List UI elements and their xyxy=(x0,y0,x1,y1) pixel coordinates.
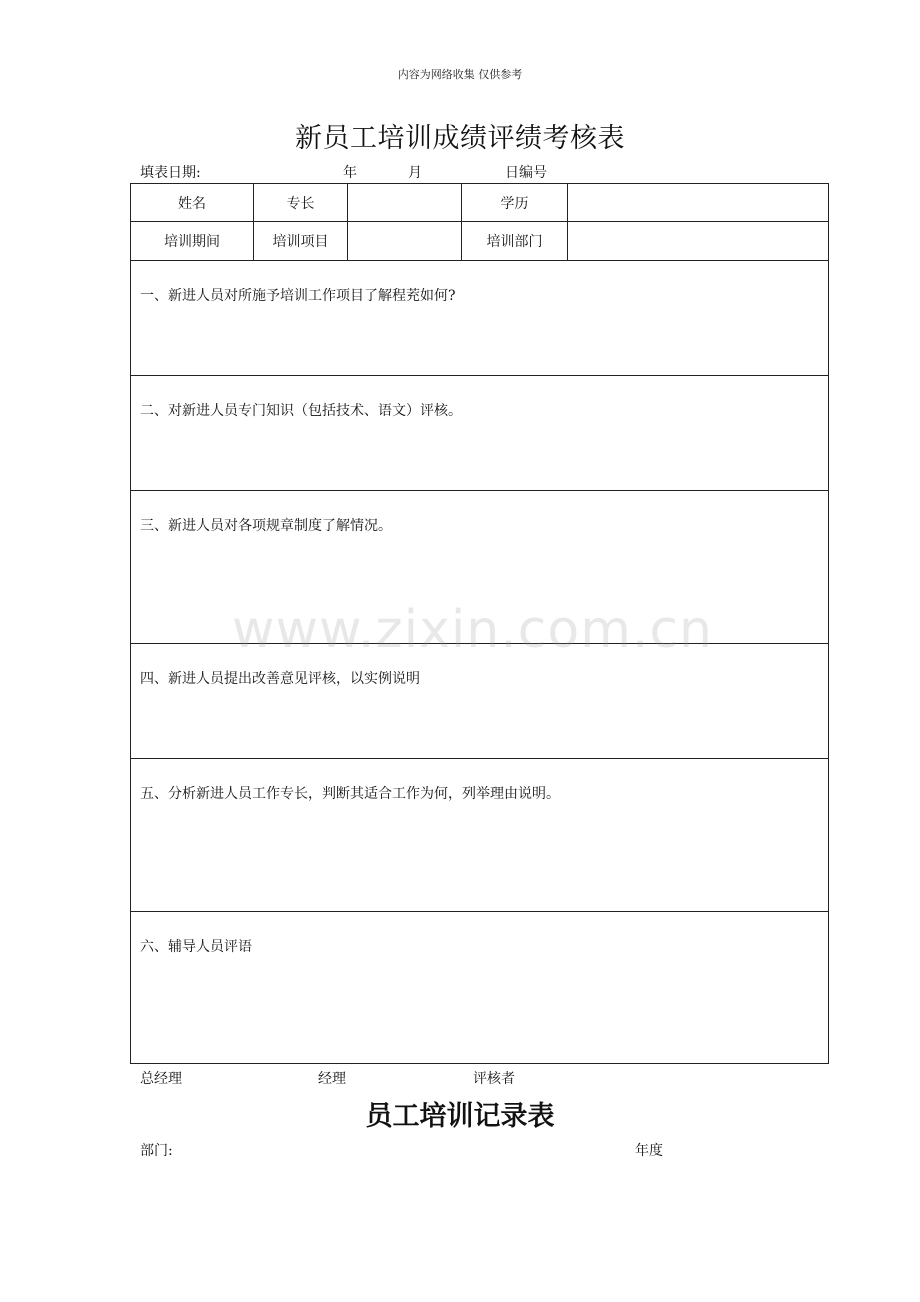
question-row xyxy=(131,912,829,1064)
fill-year-label: 年 xyxy=(343,165,357,181)
question-row xyxy=(131,261,829,376)
question-4-text: 四、新进人员提出改善意见评核，以实例说明 xyxy=(140,671,420,687)
question-row xyxy=(131,376,829,491)
question-3-text: 三、新进人员对各项规章制度了解情况。 xyxy=(140,518,392,534)
table-row xyxy=(131,222,829,261)
question-5-cell[interactable] xyxy=(131,759,829,912)
reviewer-label: 评核者 xyxy=(473,1071,515,1087)
manager-label: 经理 xyxy=(318,1071,346,1087)
training-project-label: 培训项目 xyxy=(254,222,348,261)
question-2-text: 二、对新进人员专门知识（包括技术、语文）评核。 xyxy=(140,403,462,419)
header-note: 内容为网络收集 仅供参考 xyxy=(397,68,523,81)
department-label: 部门: xyxy=(140,1143,173,1159)
question-1-cell[interactable] xyxy=(131,261,829,376)
education-label: 学历 xyxy=(462,184,568,222)
name-label: 姓名 xyxy=(131,184,254,222)
fill-date-label: 填表日期: xyxy=(140,165,201,181)
watermark: www.zixin.com.cn xyxy=(232,600,713,660)
question-6-cell[interactable] xyxy=(131,912,829,1064)
question-6-text: 六、辅导人员评语 xyxy=(140,939,252,955)
form-title: 新员工培训成绩评绩考核表 xyxy=(295,123,625,154)
specialty-label: 专长 xyxy=(254,184,348,222)
question-5-text: 五、分析新进人员工作专长，判断其适合工作为何，列举理由说明。 xyxy=(140,786,560,802)
question-row xyxy=(131,759,829,912)
year-label: 年度 xyxy=(635,1143,663,1159)
question-4-cell[interactable] xyxy=(131,644,829,759)
general-manager-label: 总经理 xyxy=(140,1071,182,1087)
fill-month-label: 月 xyxy=(408,165,422,181)
fill-day-number-label: 日编号 xyxy=(505,165,547,181)
question-2-cell[interactable] xyxy=(131,376,829,491)
training-department-label: 培训部门 xyxy=(462,222,568,261)
question-1-text: 一、新进人员对所施予培训工作项目了解程茺如何? xyxy=(140,288,456,304)
specialty-value-cell[interactable] xyxy=(348,184,462,222)
table-row xyxy=(131,184,829,222)
training-period-label: 培训期间 xyxy=(131,222,254,261)
training-project-value-cell[interactable] xyxy=(348,222,462,261)
question-row xyxy=(131,644,829,759)
record-table-title: 员工培训记录表 xyxy=(365,1101,555,1132)
training-department-value-cell[interactable] xyxy=(568,222,829,261)
education-value-cell[interactable] xyxy=(568,184,829,222)
